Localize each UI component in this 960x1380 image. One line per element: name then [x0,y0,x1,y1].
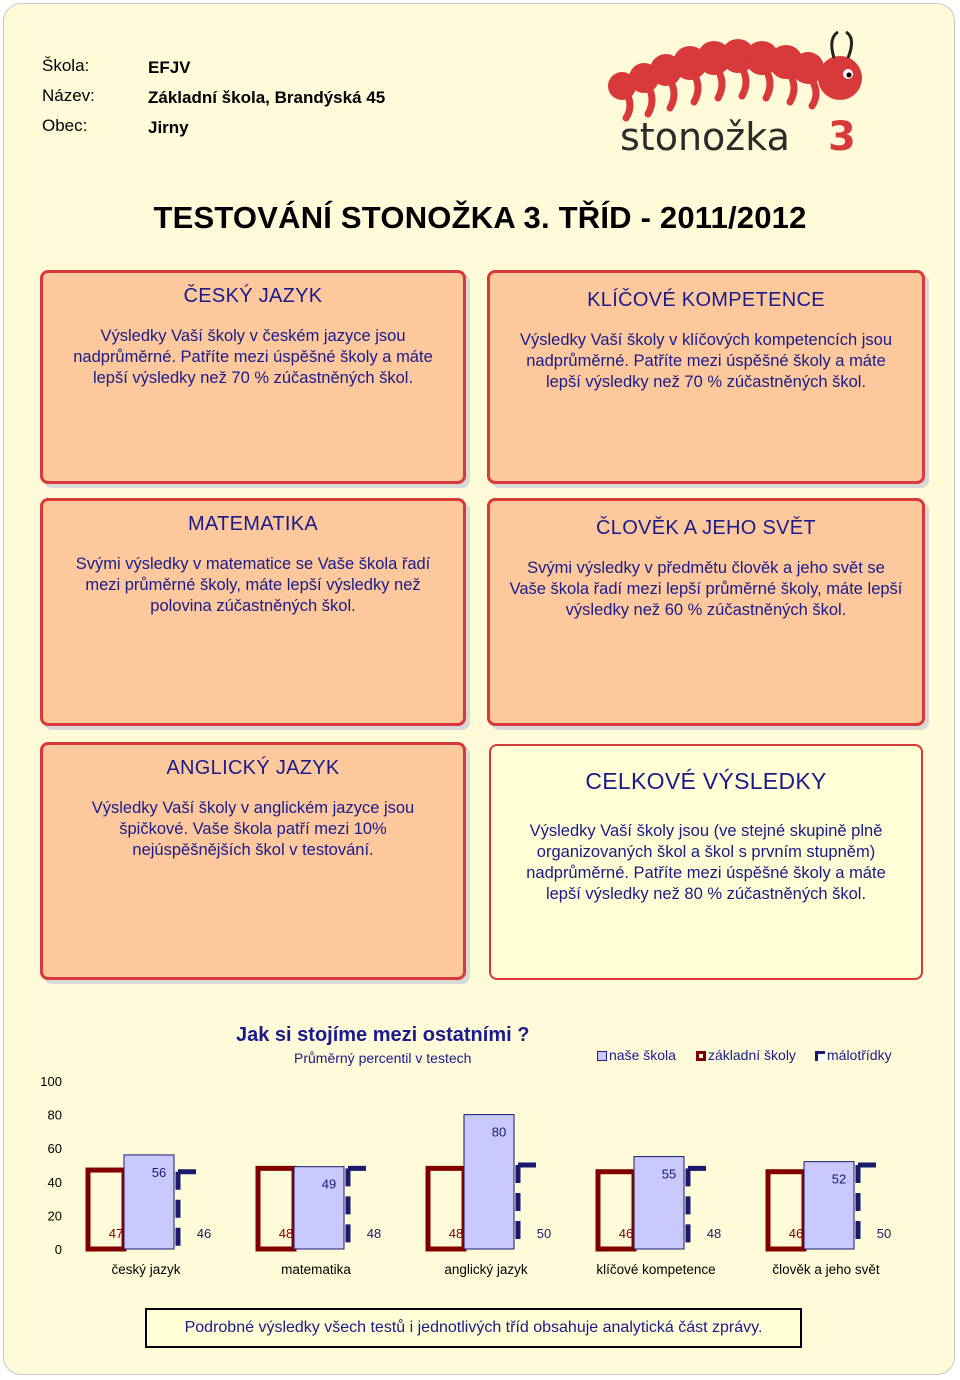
data-label-malotridky: 48 [366,1226,382,1241]
box-text: Svými výsledky v matematice se Vaše škola řadí mezi průměrné školy, máte lepší výsledky než polovina zúčastněných škol. [75,555,431,615]
centipede-icon [608,30,868,160]
box-text: Výsledky Vaší školy v klíčových kompetencích jsou nadprůměrné. Patříte mezi úspěšné školy a máte lepší výsledky než 70 % zúčastněných škol. [519,331,892,391]
box-cesky-jazyk [40,270,466,484]
bar-nase-skola [634,1157,684,1249]
box-text: Svými výsledky v předmětu člověk a jeho svět se Vaše škola řadí mezi lepší průměrné školy, máte lepší výsledky než 60 % zúčastněných škol. [509,559,903,619]
chart-subtitle: Průměrný percentil v testech [294,1050,472,1066]
bar-nase-skola [464,1115,514,1249]
chart-title: Jak si stojíme mezi ostatními ? [236,1024,530,1046]
data-label-malotridky: 50 [876,1226,892,1241]
legend-label: naše škola [609,1047,676,1063]
bar-nase-skola [804,1162,854,1249]
percentile-chart [0,1015,960,1300]
data-label-malotridky: 48 [706,1226,722,1241]
name-value: Základní škola, Brandýská 45 [148,88,386,107]
town-value: Jirny [148,118,189,137]
box-clovek-a-jeho-svet [487,498,925,726]
box-matematika [40,498,466,726]
box-title: ČLOVĚK A JEHO SVĚT [596,517,816,539]
box-title: MATEMATIKA [187,513,319,535]
category-label: klíčové kompetence [596,1262,716,1277]
stonozka-logo [608,30,868,160]
data-label-nase-skola: 56 [151,1164,167,1180]
bar-nase-skola [124,1155,174,1249]
data-label-zakladni-skoly: 46 [788,1226,804,1241]
y-tick-label: 80 [47,1107,62,1123]
town-label: Obec: [42,116,88,135]
box-title: ČESKÝ JAZYK [183,285,323,307]
legend-label: základní školy [708,1047,796,1063]
box-celkove-vysledky [489,744,923,980]
y-tick-label: 60 [47,1141,62,1157]
data-label-malotridky: 50 [536,1226,552,1241]
legend-label: málotřídky [827,1047,892,1063]
category-label: anglický jazyk [444,1262,528,1277]
box-text: Výsledky Vaší školy v českém jazyce jsou nadprůměrné. Patříte mezi úspěšné školy a máte lepší výsledky než 70 % zúčastněných škol. [73,327,433,387]
data-label-zakladni-skoly: 48 [448,1226,464,1241]
box-title: CELKOVÉ VÝSLEDKY [585,768,827,794]
logo-number: 3 [828,114,856,160]
box-title: ANGLICKÝ JAZYK [166,757,340,779]
data-label-zakladni-skoly: 46 [618,1226,634,1241]
data-label-nase-skola: 55 [661,1166,677,1182]
category-label: člověk a jeho svět [772,1262,880,1277]
data-label-zakladni-skoly: 48 [278,1226,294,1241]
box-title: KLÍČOVÉ KOMPETENCE [587,289,825,311]
footer-note: Podrobné výsledky všech testů i jednotlivých tříd obsahuje analytická část zprávy. [145,1308,802,1348]
y-tick-label: 20 [47,1208,62,1224]
data-label-nase-skola: 52 [831,1171,847,1187]
school-value: EFJV [148,58,191,77]
data-label-malotridky: 46 [196,1226,212,1241]
category-label: český jazyk [111,1262,181,1277]
box-anglicky-jazyk [40,742,466,980]
box-klicove-kompetence [487,270,925,484]
page-title: TESTOVÁNÍ STONOŽKA 3. TŘÍD - 2011/2012 [153,200,807,235]
y-tick-label: 100 [40,1074,62,1089]
y-tick-label: 0 [54,1242,62,1257]
category-label: matematika [281,1262,351,1277]
data-label-zakladni-skoly: 47 [108,1226,124,1241]
school-label: Škola: [42,56,90,75]
box-text: Výsledky Vaší školy v anglickém jazyce jsou špičkové. Vaše škola patří mezi 10% nejúspěšnějších škol v testování. [91,799,415,859]
logo-text: stonožka [620,115,790,159]
data-label-nase-skola: 80 [491,1124,507,1140]
y-tick-label: 40 [47,1174,62,1190]
bar-nase-skola [294,1167,344,1249]
name-label: Název: [42,86,95,105]
box-text: Výsledky Vaší školy jsou (ve stejné skupině plně organizovaných škol a škol s prvním stupněm) nadprůměrné. Patříte mezi úspěšné školy a máte lepší výsledky než 80 % zúčastněných škol. [526,822,886,903]
data-label-nase-skola: 49 [321,1176,337,1192]
